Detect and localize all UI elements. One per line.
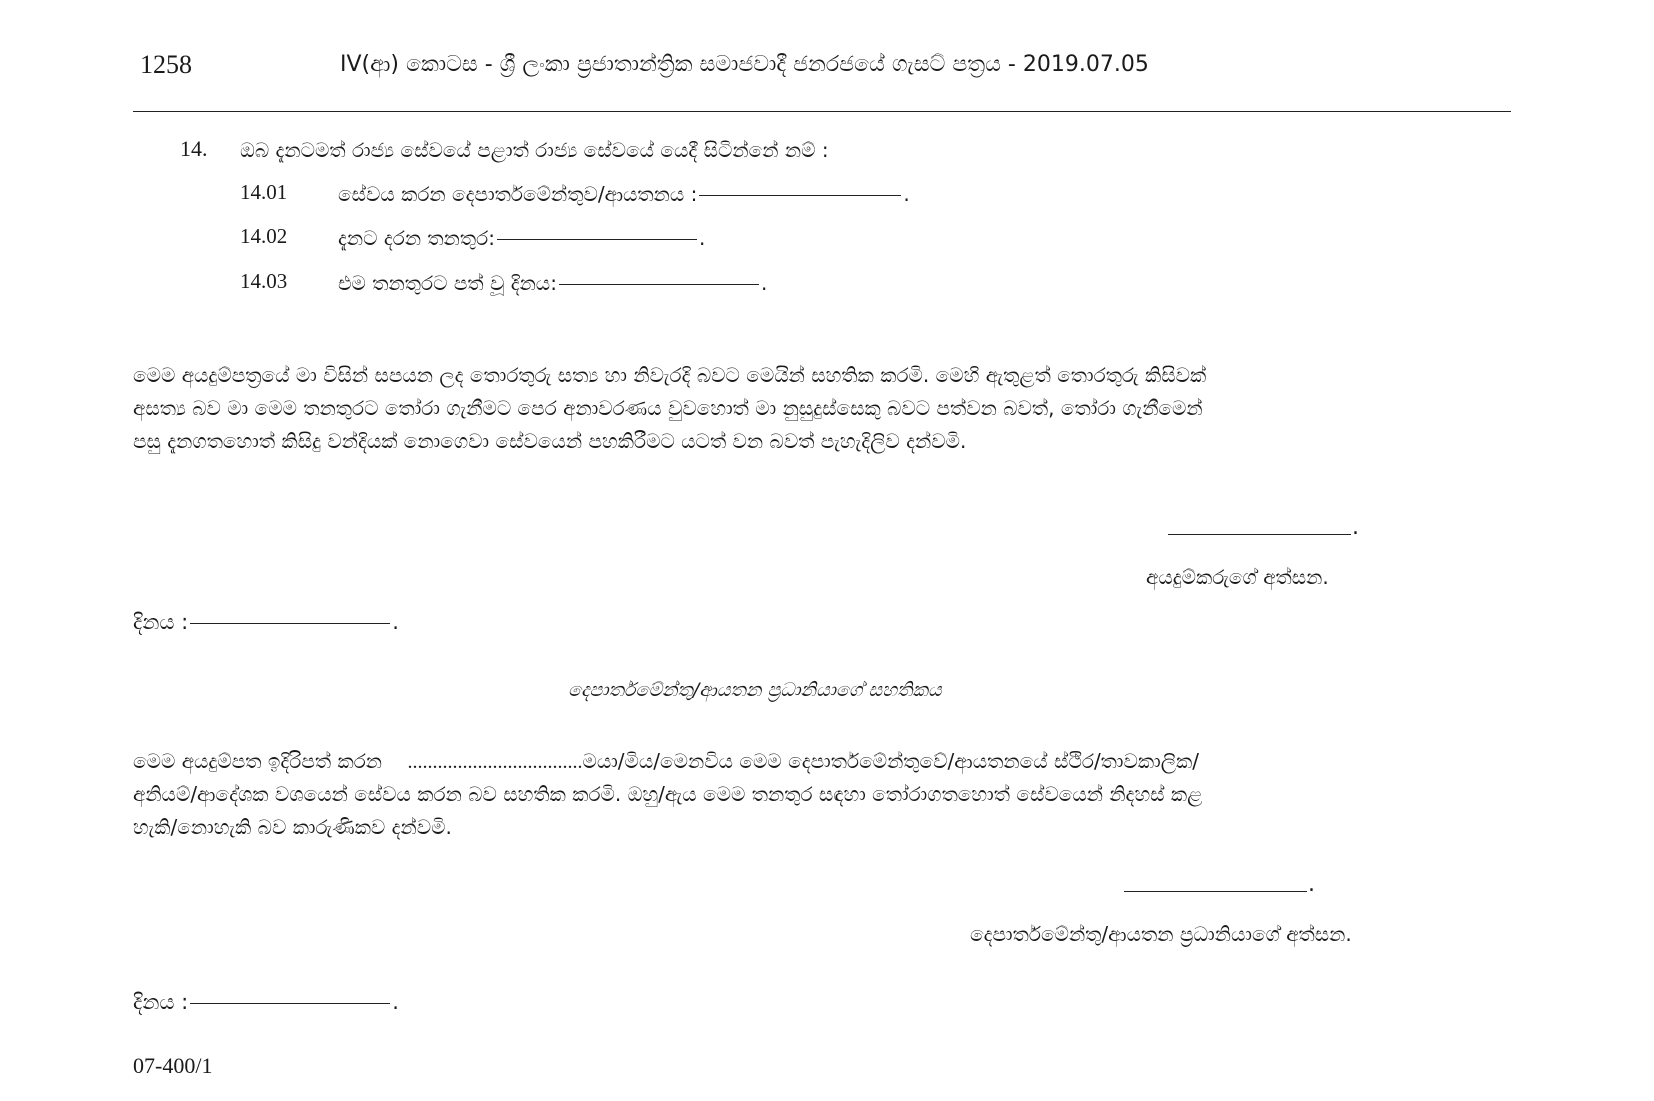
sub-item-appointment-date [338, 271, 767, 295]
declaration-line-3: පසු දැනගතහොත් කිසිදු වන්දියක් නොගෙවා සේවයෙන් පහකිරීමට යටත් වන බවත් පැහැදිලිව දන්වමි. [133, 429, 967, 453]
date-label: දිනය : [133, 990, 189, 1014]
signature-dot: . [1352, 515, 1359, 540]
sub-item-number-1: 14.01 [240, 180, 288, 204]
sub-item-label-3: එම තනතුරට පත් වූ දිනය: [338, 271, 557, 295]
declaration-line-1: මෙම අයදුම්පත්‍රයේ මා විසින් සපයන ලද තොරතුරු සත්‍ය හා නිවැරදි බවට මෙයින් සහතික කරමි. මෙහි ඇතුළත් තොරතුරු කිසිවක් [133, 363, 1207, 387]
date-label: දිනය : [133, 610, 189, 634]
sub-item-label-2: දැනට දරන තනතුර: [338, 226, 495, 250]
applicant-signature-line[interactable] [1168, 534, 1351, 535]
applicant-date-field [133, 610, 399, 635]
certificate-line-1-start: මෙම අයදුම්පත ඉදිරිපත් කරන [133, 749, 383, 773]
fill-in-line[interactable] [497, 239, 697, 240]
sub-item-current-post [338, 226, 705, 250]
name-fill-dots[interactable]: ................................... [407, 751, 583, 773]
certificate-line-1-end: මයා/මිය/මෙනවිය මෙම දෙපාර්තමේන්තුවේ/ආයතනයේ ස්ථිර/තාවකාලික/ [582, 749, 1199, 773]
applicant-signature-label: අයදුම්කරුගේ අත්සන. [1146, 565, 1329, 589]
line-end-dot: . [760, 271, 768, 295]
certificate-line-2: අනියම්/ආදේශක වශයෙන් සේවය කරන බව සහතික කරමි. ඔහු/ඇය මෙම තනතුර සඳහා තෝරාගතහොත් සේවයෙන් නිදහස් කළ [133, 782, 1203, 806]
certificate-title: දෙපාර්තමේන්තු/ආයතන ප්‍රධානියාගේ සහතිකය [568, 679, 942, 701]
fill-in-line[interactable] [559, 284, 759, 285]
reference-code: 07-400/1 [133, 1053, 213, 1078]
question-text: ඔබ දැනටමත් රාජ්‍ය සේවයේ පළාත් රාජ්‍ය සේවයේ යෙදී සිටින්නේ නම් : [240, 138, 829, 162]
declaration-line-2: අසත්‍ය බව මා මෙම තනතුරට තෝරා ගැනීමට පෙර අනාවරණය වුවහොත් මා නුසුදුස්සෙකු බවට පත්වන බවත්, තෝරා ගැනීමෙන් [133, 396, 1203, 420]
header-divider [133, 111, 1511, 112]
sub-item-number-3: 14.03 [240, 269, 288, 293]
page-number: 1258 [140, 50, 192, 79]
gazette-header-title: IV(ආ) කොටස - ශ්‍රී ලංකා ප්‍රජාතාන්ත්‍රික සමාජවාදී ජනරජයේ ගැසට් පත්‍රය - 2019.07.05 [340, 52, 1149, 77]
question-number: 14. [180, 136, 208, 161]
certificate-line-1 [133, 745, 1511, 779]
line-end-dot: . [392, 610, 399, 634]
certificate-line-3: හැකි/නොහැකි බව කාරුණිකව දන්වමි. [133, 815, 452, 839]
date-fill-line[interactable] [190, 1003, 390, 1004]
date-fill-line[interactable] [190, 623, 390, 624]
fill-in-line[interactable] [699, 195, 901, 196]
line-end-dot: . [698, 226, 706, 250]
signature-dot: . [1308, 872, 1315, 897]
line-end-dot: . [392, 990, 399, 1014]
line-end-dot: . [903, 182, 910, 206]
sub-item-label-1: සේවය කරන දෙපාර්තමේන්තුව/ආයතනය : [338, 182, 698, 206]
head-date-field [133, 990, 399, 1015]
sub-item-department [338, 182, 910, 206]
sub-item-number-2: 14.02 [240, 224, 288, 248]
head-signature-label: දෙපාර්තමේන්තු/ආයතන ප්‍රධානියාගේ අත්සන. [970, 922, 1352, 946]
head-signature-line[interactable] [1124, 891, 1307, 892]
